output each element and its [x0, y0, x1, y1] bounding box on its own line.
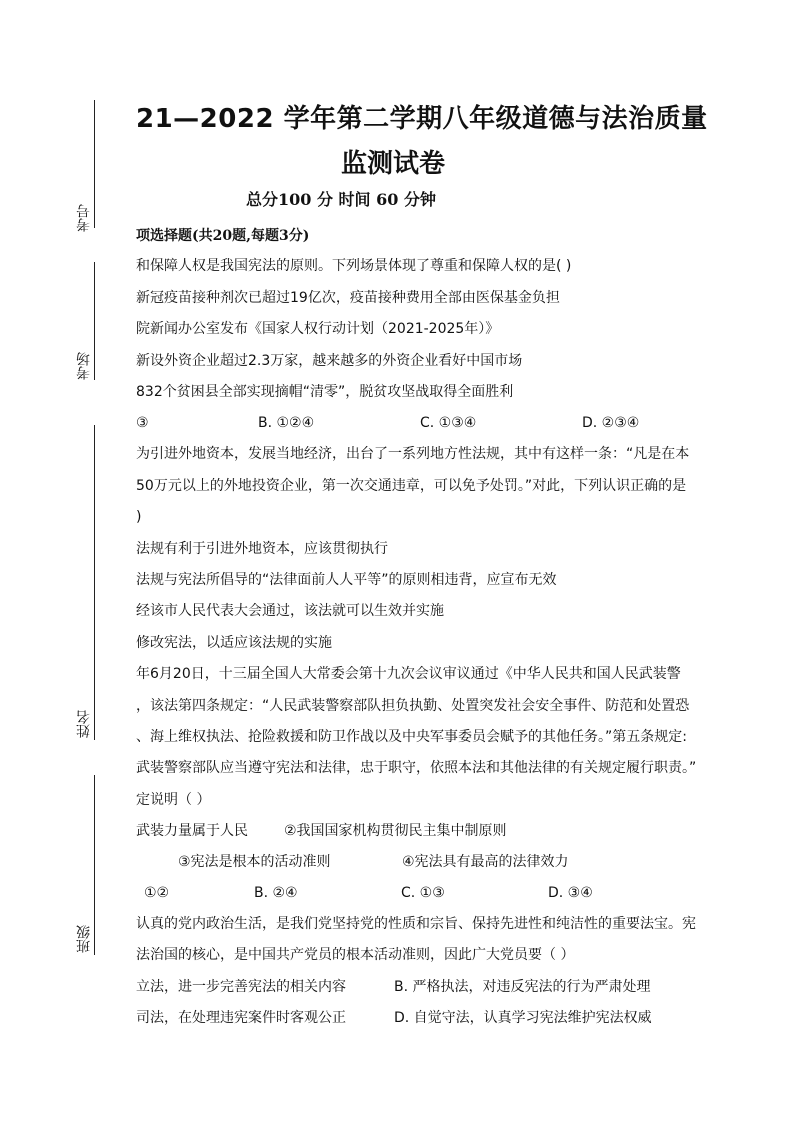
- margin-line-name: [94, 425, 95, 740]
- question-3-statement-4: ④宪法具有最高的法律效力: [402, 854, 569, 870]
- question-2-stem-3: ): [136, 509, 142, 525]
- question-3-stem-2: ，该法第四条规定：“人民武装警察部队担负执勤、处置突发社会安全事件、防范和处置恐: [136, 698, 690, 714]
- question-1-option-b: B. ①②④: [258, 415, 315, 431]
- question-1-item-1: 新冠疫苗接种剂次已超过19亿次，疫苗接种费用全部由医保基金负担: [136, 290, 560, 306]
- question-4-option-a: 立法，进一步完善宪法的相关内容: [136, 979, 346, 995]
- exam-title-line2: 监测试卷: [341, 149, 446, 179]
- question-3-stem-3: 、海上维权执法、抢险救援和防卫作战以及中央军事委员会赋予的其他任务。”第五条规定:: [136, 729, 687, 745]
- margin-label-class: 班级: [76, 925, 92, 953]
- question-3-option-a: ①②: [144, 885, 170, 901]
- question-4-stem-2: 法治国的核心，是中国共产党员的根本活动准则，因此广大党员要（ ）: [136, 947, 575, 963]
- exam-title-line1: 21—2022 学年第二学期八年级道德与法治质量: [136, 104, 708, 134]
- question-2-stem-2: 50万元以上的外地投资企业，第一次交通违章，可以免予处罚。”对此，下列认识正确的是: [136, 478, 687, 494]
- margin-label-name: 姓名: [76, 710, 92, 738]
- question-4-option-c: 司法，在处理违宪案件时客观公正: [136, 1010, 346, 1026]
- question-3-option-c: C. ①③: [401, 885, 445, 901]
- question-3-option-b: B. ②④: [254, 885, 298, 901]
- question-1-stem: 和保障人权是我国宪法的原则。下列场景体现了尊重和保障人权的是( ): [136, 258, 572, 274]
- margin-line-exam-room: [94, 262, 95, 380]
- question-3-stem-1: 年6月20日，十三届全国人大常委会第十九次会议审议通过《中华人民共和国人民武装警: [136, 666, 681, 682]
- question-3-stem-4: 武装警察部队应当遵守宪法和法律，忠于职守，依照本法和其他法律的有关规定履行职责。”: [136, 760, 697, 776]
- question-3-statement-1: 武装力量属于人民: [136, 823, 248, 839]
- question-4-stem-1: 认真的党内政治生活，是我们党坚持党的性质和宗旨、保持先进性和纯洁性的重要法宝。宪: [136, 916, 696, 932]
- question-3-stem-5: 定说明（ ）: [136, 792, 211, 808]
- question-2-stem-1: 为引进外地资本，发展当地经济，出台了一系列地方性法规，其中有这样一条：“凡是在本: [136, 446, 690, 462]
- question-3-statement-2: ②我国国家机构贯彻民主集中制原则: [284, 823, 507, 839]
- margin-line-exam-no: [94, 100, 95, 228]
- question-3-option-d: D. ③④: [548, 885, 593, 901]
- question-1-option-a: ③: [136, 415, 149, 431]
- question-1-option-d: D. ②③④: [582, 415, 640, 431]
- question-3-statement-3: ③宪法是根本的活动准则: [178, 854, 331, 870]
- question-1-item-3: 新设外资企业超过2.3万家，越来越多的外资企业看好中国市场: [136, 353, 523, 369]
- exam-subtitle: 总分100 分 时间 60 分钟: [246, 190, 436, 209]
- section-title: 项选择题(共20题,每题3分): [136, 228, 310, 244]
- margin-label-exam-no: 考号: [76, 204, 92, 232]
- question-2-option-b: 法规与宪法所倡导的“法律面前人人平等”的原则相违背，应宣布无效: [136, 572, 557, 588]
- question-2-option-c: 经该市人民代表大会通过，该法就可以生效并实施: [136, 603, 444, 619]
- content-column: [136, 0, 736, 1123]
- question-2-option-d: 修改宪法，以适应该法规的实施: [136, 635, 332, 651]
- question-1-item-4: 832个贫困县全部实现摘帽“清零”，脱贫攻坚战取得全面胜利: [136, 384, 514, 400]
- question-2-option-a: 法规有利于引进外地资本，应该贯彻执行: [136, 541, 388, 557]
- margin-label-exam-room: 考场: [76, 352, 92, 380]
- question-4-option-b: B. 严格执法，对违反宪法的行为严肃处理: [394, 979, 651, 995]
- margin-line-class: [94, 775, 95, 955]
- question-1-option-c: C. ①③④: [420, 415, 477, 431]
- question-1-item-2: 院新闻办公室发布《国家人权行动计划（2021-2025年）》: [136, 321, 500, 337]
- question-4-option-d: D. 自觉守法，认真学习宪法维护宪法权威: [394, 1010, 652, 1026]
